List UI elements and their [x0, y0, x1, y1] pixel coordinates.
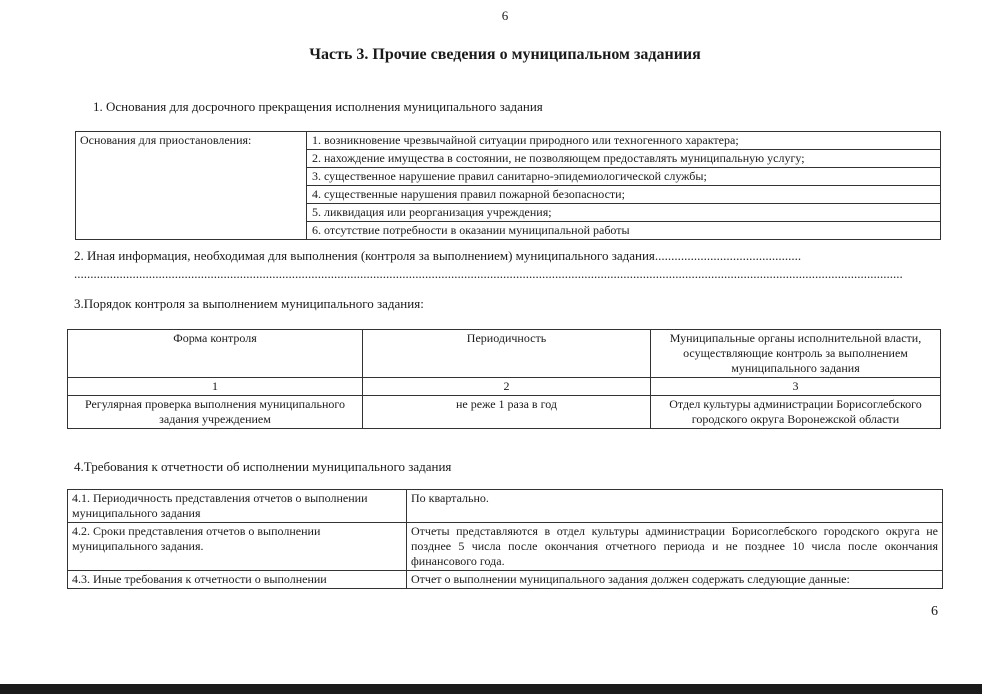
table-cell: По квартально.	[407, 490, 943, 523]
page-number-bottom: 6	[931, 604, 938, 619]
table-header-row	[68, 330, 941, 378]
control-procedure-table	[67, 329, 941, 429]
section-3-heading: 3.Порядок контроля за выполнением муниципального задания:	[74, 296, 424, 311]
table-row	[68, 490, 943, 523]
list-item: 2. нахождение имущества в состоянии, не позволяющем предоставлять муниципальную услугу;	[307, 150, 941, 168]
table-cell: Отчеты представляются в отдел культуры администрации Борисоглебского городского округа не позднее 5 числа после окончания отчетного периода и не позднее 10 числа после окончания финансового года.	[407, 523, 943, 571]
page-number-top: 6	[501, 8, 509, 23]
column-header: Периодичность	[363, 330, 651, 378]
column-number: 1	[68, 378, 363, 396]
table-cell: Отчет о выполнении муниципального задания должен содержать следующие данные:	[407, 571, 943, 589]
table-number-row	[68, 378, 941, 396]
table-cell: 4.3. Иные требования к отчетности о выполнении	[68, 571, 407, 589]
section-4-heading: 4.Требования к отчетности об исполнении муниципального задания	[74, 459, 452, 474]
list-item: 6. отсутствие потребности в оказании муниципальной работы	[307, 222, 941, 240]
table-row	[68, 396, 941, 429]
table-cell: Регулярная проверка выполнения муниципального задания учреждением	[68, 396, 363, 429]
table-row	[68, 523, 943, 571]
column-header: Муниципальные органы исполнительной власти, осуществляющие контроль за выполнением муниципального задания	[651, 330, 941, 378]
column-header: Форма контроля	[68, 330, 363, 378]
page-title: Часть 3. Прочие сведения о муниципальном заданиия	[309, 46, 701, 63]
reporting-requirements-table	[67, 489, 943, 589]
column-number: 3	[651, 378, 941, 396]
list-item: 5. ликвидация или реорганизация учреждения;	[307, 204, 941, 222]
scan-edge	[0, 684, 982, 694]
section-1-heading: 1. Основания для досрочного прекращения исполнения муниципального задания	[93, 99, 543, 114]
table-cell: не реже 1 раза в год	[363, 396, 651, 429]
column-number: 2	[363, 378, 651, 396]
table-row	[76, 132, 941, 150]
table-cell: Отдел культуры администрации Борисоглебского городского округа Воронежской области	[651, 396, 941, 429]
section-2-dotted-line: ...............................................................................................................................................................................................................................................................	[74, 266, 903, 281]
table-cell: 4.2. Сроки представления отчетов о выполнении муниципального задания.	[68, 523, 407, 571]
list-item: 3. существенное нарушение правил санитарно-эпидемиологической службы;	[307, 168, 941, 186]
list-item: 1. возникновение чрезвычайной ситуации природного или техногенного характера;	[307, 132, 941, 150]
list-item: 4. существенные нарушения правил пожарной безопасности;	[307, 186, 941, 204]
section-2-heading: 2. Иная информация, необходимая для выполнения (контроля за выполнением) муниципального задания.............................................	[74, 248, 802, 263]
table-cell: 4.1. Периодичность представления отчетов о выполнении муниципального задания	[68, 490, 407, 523]
suspension-label: Основания для приостановления:	[76, 132, 307, 240]
table-row	[68, 571, 943, 589]
suspension-grounds-table	[75, 131, 941, 240]
